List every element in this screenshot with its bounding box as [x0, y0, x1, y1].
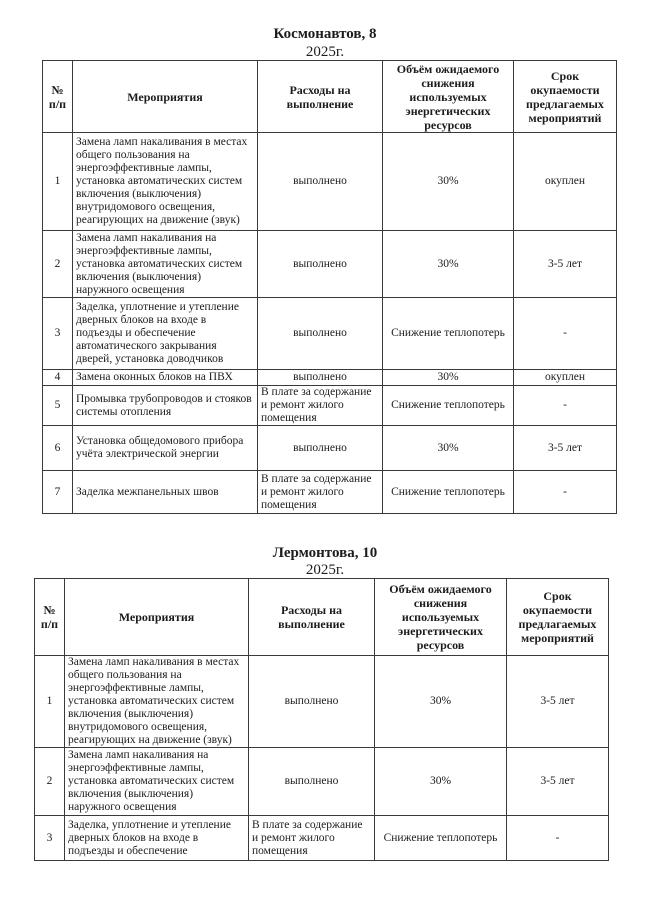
table-row — [35, 816, 609, 861]
cell-volume: 30% — [383, 370, 514, 386]
measures-table-kosmonavtov — [42, 60, 617, 514]
cell-volume: Снижение теплопотерь — [375, 816, 507, 861]
cell-num: 3 — [35, 816, 65, 861]
table-row — [35, 656, 609, 748]
cell-cost: В плате за содержание и ремонт жилого помещения — [258, 471, 383, 514]
cell-cost: В плате за содержание и ремонт жилого помещения — [258, 386, 383, 426]
header-payback: Срок окупаемости предлагаемых мероприятий — [507, 579, 609, 656]
measures-table-lermontova — [34, 578, 609, 861]
cell-volume: Снижение теплопотерь — [383, 471, 514, 514]
header-cost: Расходы на выполнение — [249, 579, 375, 656]
cell-action: Промывка трубопроводов и стояков системы отопления — [73, 386, 258, 426]
section-year: 2025г. — [305, 44, 345, 60]
table-row — [43, 298, 617, 370]
table-row — [35, 748, 609, 816]
cell-payback: - — [514, 298, 617, 370]
cell-action: Замена ламп накаливания на энергоэффективные лампы, установка автоматических систем включения (выключения) наружного освещения — [73, 231, 258, 298]
section-title: Лермонтова, 10 — [272, 545, 378, 561]
cell-num: 4 — [43, 370, 73, 386]
header-num: № п/п — [35, 579, 65, 656]
cell-action: Замена ламп накаливания на энергоэффективные лампы, установка автоматических систем включения (выключения) наружного освещения — [65, 748, 249, 816]
header-action: Мероприятия — [73, 61, 258, 133]
header-cost: Расходы на выполнение — [258, 61, 383, 133]
table-row — [43, 370, 617, 386]
cell-volume: Снижение теплопотерь — [383, 386, 514, 426]
cell-num: 6 — [43, 426, 73, 471]
cell-cost: выполнено — [258, 231, 383, 298]
section-year: 2025г. — [305, 562, 345, 578]
cell-volume: 30% — [383, 133, 514, 231]
cell-payback: 3-5 лет — [514, 231, 617, 298]
cell-payback: - — [514, 386, 617, 426]
cell-num: 1 — [43, 133, 73, 231]
header-action: Мероприятия — [65, 579, 249, 656]
cell-action: Замена ламп накаливания в местах общего пользования на энергоэффективные лампы, установка автоматических систем включения (выключения) внутридомового освещения, реагирующих на движение (звук) — [73, 133, 258, 231]
cell-payback: окуплен — [514, 133, 617, 231]
cell-action: Заделка межпанельных швов — [73, 471, 258, 514]
table-row — [43, 426, 617, 471]
cell-action: Установка общедомового прибора учёта электрической энергии — [73, 426, 258, 471]
cell-num: 1 — [35, 656, 65, 748]
cell-payback: - — [514, 471, 617, 514]
cell-cost: выполнено — [249, 656, 375, 748]
cell-num: 7 — [43, 471, 73, 514]
table-header-row — [43, 61, 617, 133]
cell-payback: - — [507, 816, 609, 861]
header-volume: Объём ожидаемого снижения используемых энергетических ресурсов — [383, 61, 514, 133]
cell-cost: выполнено — [258, 298, 383, 370]
cell-cost: В плате за содержание и ремонт жилого помещения — [249, 816, 375, 861]
cell-volume: 30% — [375, 748, 507, 816]
cell-payback: 3-5 лет — [507, 748, 609, 816]
table-row — [43, 231, 617, 298]
cell-volume: 30% — [383, 231, 514, 298]
header-payback: Срок окупаемости предлагаемых мероприятий — [514, 61, 617, 133]
cell-volume: Снижение теплопотерь — [383, 298, 514, 370]
cell-cost: выполнено — [258, 426, 383, 471]
table-row — [43, 471, 617, 514]
section-title: Космонавтов, 8 — [273, 26, 377, 42]
cell-num: 2 — [35, 748, 65, 816]
cell-volume: 30% — [383, 426, 514, 471]
table-header-row — [35, 579, 609, 656]
header-volume: Объём ожидаемого снижения используемых энергетических ресурсов — [375, 579, 507, 656]
cell-payback: 3-5 лет — [507, 656, 609, 748]
cell-cost: выполнено — [249, 748, 375, 816]
table-row — [43, 386, 617, 426]
cell-payback: окуплен — [514, 370, 617, 386]
cell-cost: выполнено — [258, 133, 383, 231]
cell-action: Замена ламп накаливания в местах общего пользования на энергоэффективные лампы, установка автоматических систем включения (выключения) внутридомового освещения, реагирующих на движение (звук) — [65, 656, 249, 748]
cell-volume: 30% — [375, 656, 507, 748]
cell-num: 3 — [43, 298, 73, 370]
cell-cost: выполнено — [258, 370, 383, 386]
header-num: № п/п — [43, 61, 73, 133]
cell-num: 2 — [43, 231, 73, 298]
cell-num: 5 — [43, 386, 73, 426]
cell-action: Заделка, уплотнение и утепление дверных блоков на входе в подъезды и обеспечение автоматического закрывания дверей, установка доводчиков — [73, 298, 258, 370]
table-row — [43, 133, 617, 231]
cell-action: Заделка, уплотнение и утепление дверных блоков на входе в подъезды и обеспечение — [65, 816, 249, 861]
cell-action: Замена оконных блоков на ПВХ — [73, 370, 258, 386]
cell-payback: 3-5 лет — [514, 426, 617, 471]
